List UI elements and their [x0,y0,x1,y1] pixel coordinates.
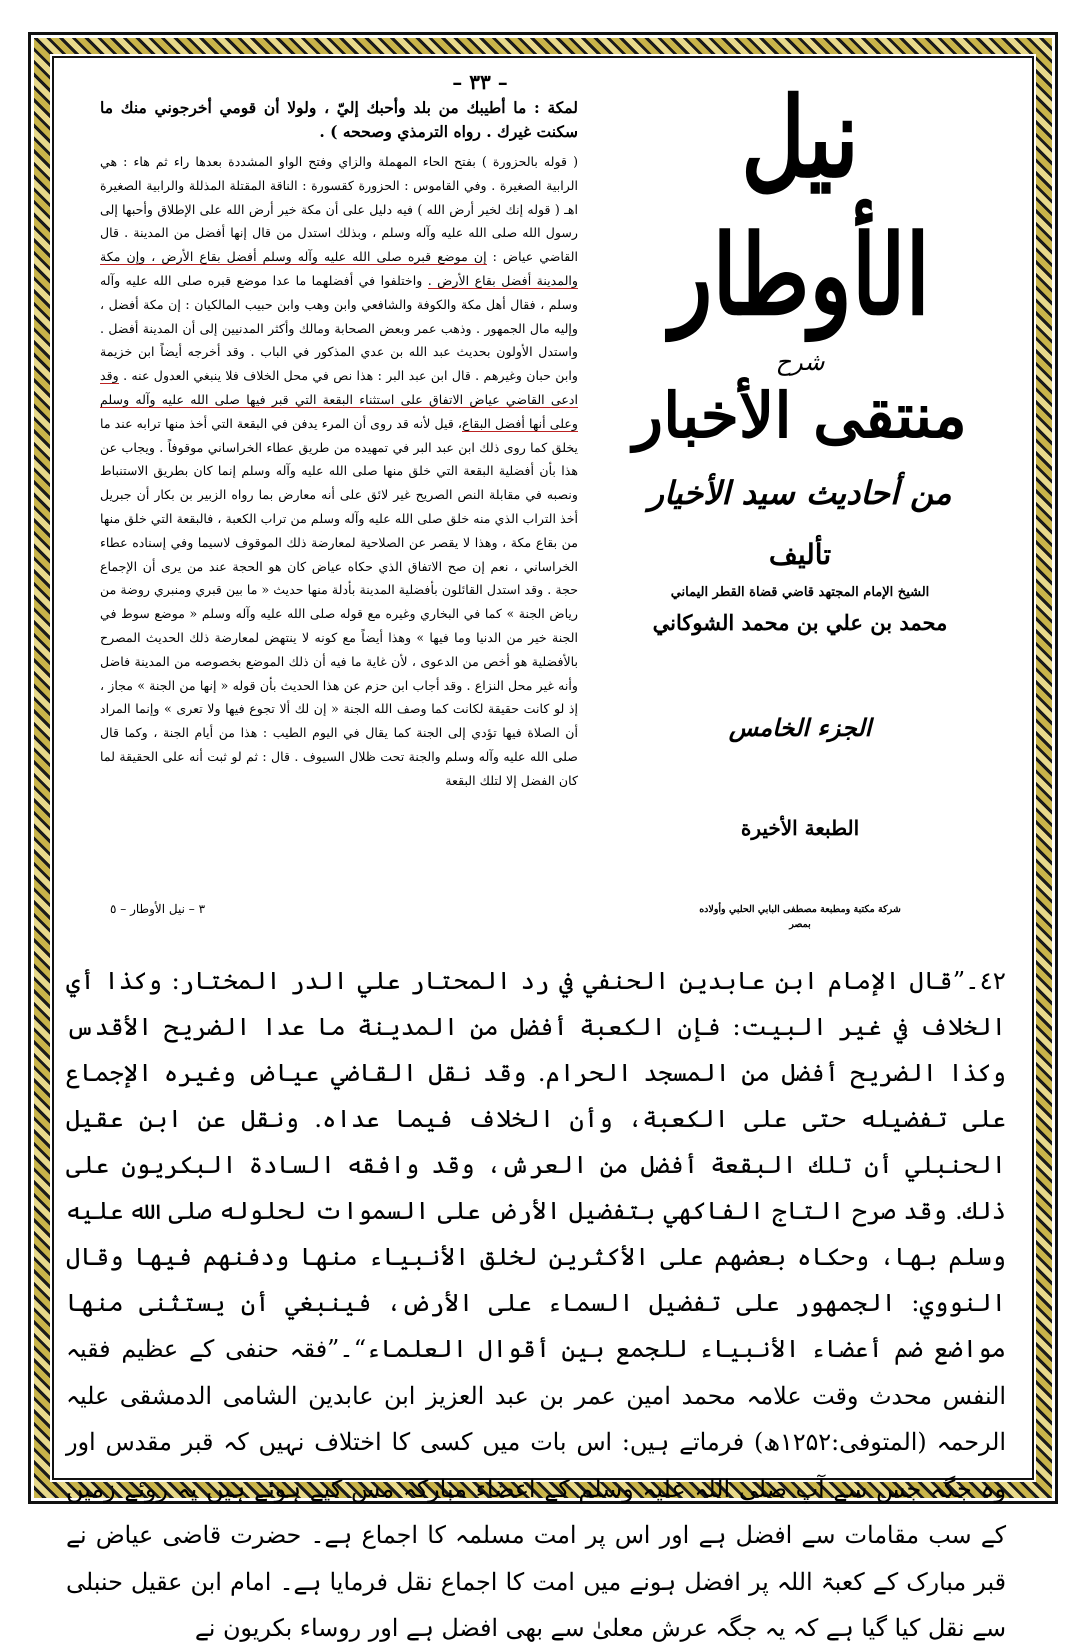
edition-label: الطبعة الأخيرة [740,816,860,840]
arabic-quote-text: ٤٢۔”قال الإمام ابن عابدين الحنفي في رد المحتار علي الدر المختار: وكذا أي الخلاف في غير البيت: فإن الكعبة أفضل من المدينة ما عدا الضريح الأقدس وكذا الضريح أفضل من المسجد الحرام. وقد نقل القاضي عياض وغيره الإجماع على تفضيله حتى على الكعبة، وأن الخلاف فيما عداه. ونقل عن ابن عقيل الحنبلي أن تلك البقعة أفضل من العرش، وقد وافقه السادة البكريون على ذلك. وقد صرح التاج الفاكهي بتفضيل الأرض على السموات لحلوله صلى الله عليه وسلم بها، وحكاه بعضهم على الأكثرين لخلق الأنبياء منها ودفنهم فيها وقال النووي: الجمهور على تفضيل السماء على الأرض، فينبغي أن يستثنى منها مواضع ضم أعضاء الأنبياء للجمع بين أقوال العلماء“۔ [66,966,1007,1363]
page-number: – ٣٣ – [452,70,508,94]
publisher-line: بمصر [789,919,811,930]
talif-label: تأليف [768,538,832,571]
underlined-passage: وقد ادعى القاضي عياض الاتفاق على استثناء البقعة التي قبر فيها صلى الله عليه وآله وسلم وعلى أنها أفضل البقاع [100,368,578,431]
urdu-translation-inline: ”فقہ حنفی کے عظیم فقیہ النفس محدث وقت علامہ محمد امین عمر بن عبد العزیز ابن عابدین الشامی الدمشقی علیہ الرحمہ (المتوفی:۱۲۵۲ھ) فرماتے ہیں: اس بات میں کسی کا اختلاف نہیں کہ قبر مقدس اور وہ جگہ جس سے آپ صلی اللہ علیہ وسلم کے اعضاء مبارکہ مس کیے ہوئے ہیں یہ روئے زمین کے سب مقامات سے افضل ہے اور اس پر امت مسلمہ کا اجماع ہے۔ حضرت قاضی عیاض نے قبر مبارک کے کعبۃ اللہ پر افضل ہونے میں امت کا اجماع نقل فرمایا ہے۔ امام ابن عقیل حنبلی سے نقل کیا گیا ہے کہ یہ جگہ عرش معلیٰ سے بھی افضل ہے اور روساء بکریون نے [66,1335,1006,1642]
hadith-text: لمكة : ما أطيبك من بلد وأحبك إليّ ، ولولا أن قومي أخرجوني منك ما سكنت غيرك . رواه الترمذي وصححه ) . [100,98,578,141]
commentary-text [100,150,578,793]
commentary-part: ، قيل لأنه قد روى أن المرء يدفن في البقعة التي أخذ منها ترابه عند ما يخلق كما روى ذلك ابن عبد البر في تمهيده من طريق عطاء الخراساني موقوفاً . ويجاب عن هذا بأن أفضلية البقعة التي خلق منها صلى الله عليه وآله وسلم إنما كان بطريق الاستنباط ونصبه في مقابلة النص الصريح غير لائق على أنه معارض بما رواه الزبير بن بكار أن جبريل أخذ التراب الذي منه خلق صلى الله عليه وآله وسلم من تراب الكعبة ، فالبقعة التي خلق منها من بقاع مكة ، وهذا لا يقصر عن الصلاحية لمعارضة ذلك الموقوف لاسيما وفي إسناده عطاء الخراساني ، نعم إن صح الاتفاق الذي حكاه عياض كان هو الحجة عند من يرى أن الإجماع حجة . وقد استدل القائلون بأفضلية المدينة بأدلة منها حديث « ما بين قبري ومنبري روضة من رياض الجنة » كما في البخاري وغيره مع قوله صلى الله عليه وآله وسلم « موضع سوط في الجنة خير من الدنيا وما فيها » وهذا أيضاً مع كونه لا ينتهض لمعارضة ذلك الحديث المصرح بالأفضلية هو أخص من الدعوى ، لأن غاية ما فيه أن ذلك الموضع بخصوصه من المدينة فاضل وأنه غير محل النزاع . وقد أجاب ابن حزم عن هذا الحديث بأن قوله « إنها من الجنة » مجاز ، إذ لو كانت حقيقة لكانت كما وصف الله الجنة « إن لك ألا تجوع فيها ولا تعرى » وإنما المراد أن الصلاة فيها تؤدي إلى الجنة كما يقال في اليوم الطيب : هذا من أيام الجنة ، وكما قال صلى الله عليه وآله وسلم والجنة تحت ظلال السيوف . قال : ثم لو ثبت أنه على الحقيقة لما كان الفضل إلا لتلك البقعة [100,415,578,788]
scan-footer: ٣ – نيل الأوطار – ٥ [110,902,206,916]
volume-label: الجزء الخامس [728,713,872,742]
underlined-passage: إن موضع قبره صلى الله عليه وآله وسلم أفضل بقاع الأرض ، وإن مكة والمدينة أفضل بقاع الأرض . [100,249,578,288]
arabic-quote [66,958,1006,1652]
sharh-label: شرح [775,348,825,376]
commentary-column [100,96,578,793]
publisher-line: شركة مكتبة ومطبعة مصطفى البابي الحلبي وأولاده [699,904,901,915]
book-title-panel [600,72,1000,932]
commentary-part: واختلفوا في أفضلهما ما عدا موضع قبره صلى الله عليه وآله وسلم ، فقال أهل مكة والكوفة والشافعي وابن وهب وابن حبيب المالكيان : إن مكة أفضل ، وإليه مال الجمهور . وذهب عمر وبعض الصحابة ومالك وأكثر المدنيين إلى أن المدينة أفضل . واستدل الأولون بحديث عبد الله بن عدي المذكور في الباب . وقد أخرجه أيضاً ابن خزيمة وابن حبان وغيرهم . قال ابن عبد البر : هذا نص في محل الخلاف فلا ينبغي العدول عنه . [100,272,578,384]
scanned-book-page [100,66,1000,946]
book-subtitle-2: من أحاديث سيد الأخيار [648,474,952,512]
publisher [600,902,1000,932]
book-title: نيل الأوطار [670,72,930,340]
book-subtitle: منتقى الأخبار [633,379,967,452]
author-honorific: الشيخ الإمام المجتهد قاضي قضاة القطر اليماني [670,585,930,600]
explanation-text [66,958,1006,1652]
commentary-part: ( قوله بالحزورة ) بفتح الحاء المهملة والزاي وفتح الواو المشددة بعدها راء ثم هاء : هي الرابية الصغيرة . وفي القاموس : الحزورة كقسورة : الناقة المقتلة المذللة والرابية الصغيرة اهـ ( قوله إنك لخير أرض الله ) فيه دليل على أن مكة خير أرض الله على الإطلاق وأحبها إلى رسول الله صلى الله عليه وآله وسلم ، وبذلك استدل من قال إنها أفضل من المدينة . قال القاضي عياض : [100,154,578,265]
author-name: محمد بن علي بن محمد الشوكاني [652,610,948,635]
